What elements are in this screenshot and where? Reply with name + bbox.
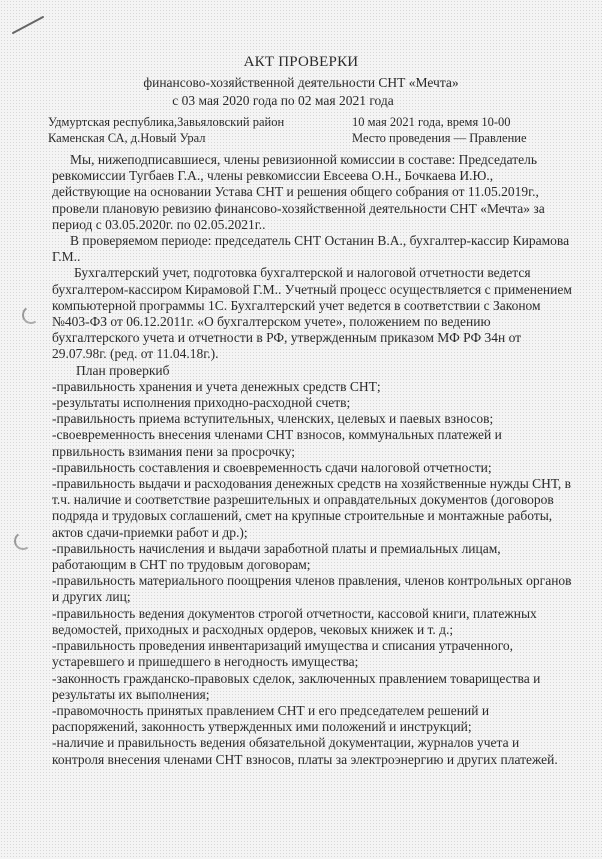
plan-item: -наличие и правильность ведения обязательной документации, журналов учета и контроля внесения членами СНТ взносов, платы за электроэнергию и других платежей. [52, 735, 558, 767]
date-venue-block [352, 115, 527, 146]
punch-hole-mark [13, 531, 34, 552]
location-block [48, 115, 284, 146]
document-period: с 03 мая 2020 года по 02 мая 2021 года [172, 93, 394, 108]
plan-item: -правильность составления и своевременность сдачи налоговой отчетности; [52, 459, 492, 475]
plan-item: -правильность приема вступительных, членских, целевых и паевых взносов; [52, 411, 494, 427]
plan-item: -правильность ведения документов строгой отчетности, кассовой книги, платежных ведомостей, приходных и расходных ордеров, чековых книжек и т. д.; [52, 605, 537, 637]
document-body [52, 152, 572, 768]
date-line: 10 мая 2021 года, время 10-00 [352, 115, 511, 129]
plan-item: -своевременность внесения членами СНТ взносов, коммунальных платежей и првильность взимания пени за просрочку; [52, 427, 502, 459]
plan-item: -правильность хранения и учета денежных средств СНТ; [52, 378, 381, 394]
plan-item: -законность гражданско-правовых сделок, заключенных правлением товарищества и результаты их выполнения; [52, 670, 541, 702]
plan-item: -результаты исполнения приходно-расходной счетв; [52, 395, 351, 411]
paragraph: Бухгалтерский учет, подготовка бухгалтерской и налоговой отчетности ведется бухгалтером-кассиром Кирамовой Г.М.. Учетный процесс осуществляется с применением компьютерной программы 1С. Бухгалтерский учет ведется в соответствии с Законом №403-ФЗ от 06.12.2011г. «О бухгалтерском учете», положением по ведению бухгалтерского учета и отчетности в РФ, утвержденным приказом МФ РФ 34н от 29.07.98г. (ред. от 11.04.18г.). [52, 265, 572, 362]
document-subtitle: финансово-хозяйственной деятельности СНТ «Мечта» [143, 75, 459, 90]
paragraph: Мы, нижеподписавшиеся, члены ревизионной комиссии в составе: Председатель ревкомиссии Тугбаев Г.А., члены ревкомиссии Евсеева О.Н., Бочкаева И.Ю., действующие на основании Устава СНТ и решения общего собрания от 11.05.2019г., провели плановую ревизию финансово-хозяйственной деятельности СНТ «Мечта» за период с 03.05.2020г. по 02.05.2021г.. [52, 152, 545, 232]
plan-item: -правильность материального поощрения членов правления, членов контрольных органов и других лиц; [52, 573, 572, 605]
plan-item: -правильность начисления и выдачи заработной платы и премиальных лицам, работающим в СНТ по трудовым договорам; [52, 540, 501, 573]
paragraph: В проверяемом периоде: председатель СНТ Останин В.А., бухгалтер-кассир Кирамова Г.М.. [52, 233, 570, 265]
plan-item: -правильность выдачи и расходования денежных средств на хозяйственные нужды СНТ, в т.ч. наличие и соответствие разрешительных и оправдательных документов (договоров подряда и трудовых соглашений, смет на крупные строительные и монтажные работы, актов сдачи-приемки работ и др.); [52, 476, 571, 540]
location-line: Удмуртская республика,Завьяловский район [48, 115, 285, 129]
plan-item: -правильность проведения инвентаризаций имущества и списания утраченного, устаревшего и пришедшего в негодность имущества; [52, 638, 514, 670]
document-title: АКТ ПРОВЕРКИ [243, 54, 359, 70]
pen-mark [12, 16, 45, 35]
venue-line: Место проведения — Правление [352, 130, 527, 145]
location-line: Каменская СА, д.Новый Урал [48, 130, 206, 145]
plan-title: План проверкиб [76, 362, 170, 378]
punch-hole-mark [21, 305, 42, 326]
plan-item: -правомочность принятых правлением СНТ и его председателем решений и распоряжений, законность утвержденных ими положений и инструкций; [52, 702, 490, 735]
